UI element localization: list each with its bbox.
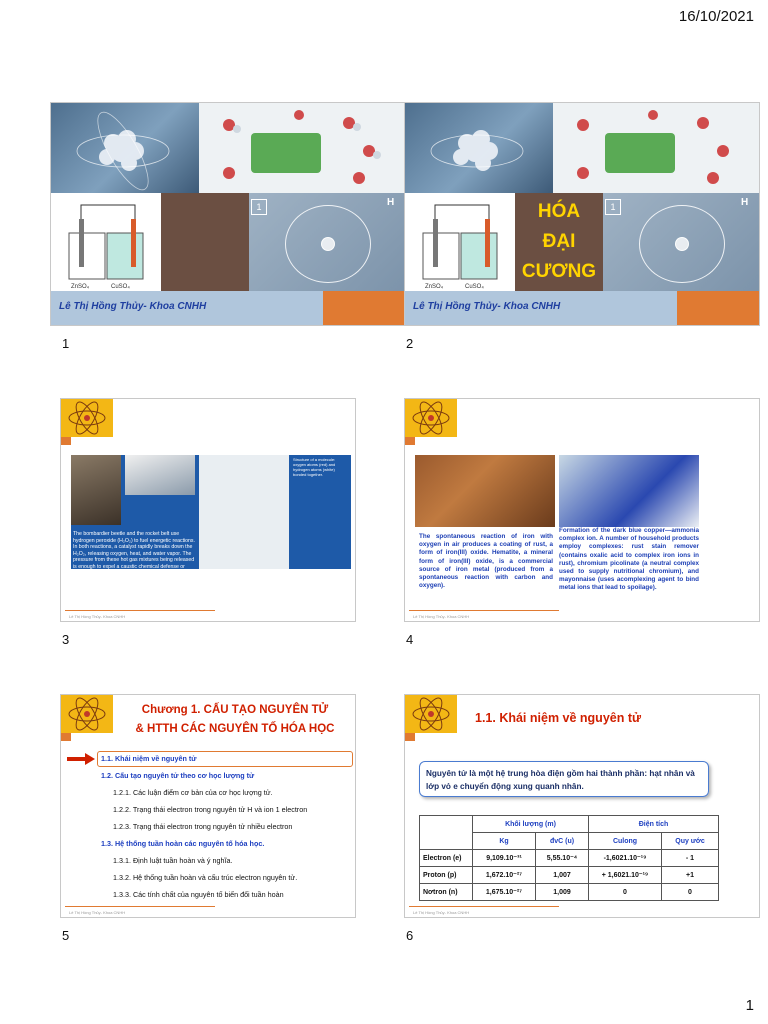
course-title: [515, 193, 603, 291]
orange-marker: [405, 733, 415, 741]
slide-2[interactable]: [404, 102, 760, 326]
cell: + 1,6021.10⁻¹⁹: [589, 867, 662, 884]
image-panel: [71, 455, 351, 577]
title-line-3: CƯƠNG: [521, 261, 597, 282]
cell: 5,55.10⁻⁴: [536, 850, 589, 867]
znso4-label: ZnSO₄: [71, 284, 90, 290]
title-line-1: HÓA: [537, 201, 581, 222]
nucleus: [321, 237, 335, 251]
page-number: 1: [745, 997, 754, 1014]
rust-caption: The spontaneous reaction of iron with oxygen in air produces a coating of rust, a form of iron(III) oxide. Hematite, a mineral form of iron(III) oxide, is a commercial source of iron metal (produced from a spontaneous reaction with carbon and oxygen).: [419, 533, 553, 590]
slide-5[interactable]: [60, 694, 356, 918]
atom-image: [405, 103, 553, 193]
chapter-title-line-1: Chương 1. CẤU TẠO NGUYÊN TỬ: [141, 704, 329, 716]
orange-marker: [61, 733, 71, 741]
table-row: [420, 884, 719, 901]
cell: +1: [662, 867, 719, 884]
toc-item-1-2-3[interactable]: 1.2.3. Trạng thái electron trong nguyên tử nhiều electron: [113, 822, 293, 831]
footer-author: Lê Thị Hồng Thủy- Khoa CNHH: [69, 614, 126, 619]
atom-logo: [61, 399, 113, 437]
cell: -1,6021.10⁻¹⁹: [589, 850, 662, 867]
crystal-lattice-image: [199, 103, 406, 193]
table-row: [420, 867, 719, 884]
toc-item-1-3[interactable]: 1.3. Hệ thống tuần hoàn các nguyên tố hóa học.: [101, 839, 265, 848]
cell: 9,109.10⁻³¹: [473, 850, 536, 867]
definition-box: Nguyên tử là một hệ trung hòa điện gồm hai thành phần: hạt nhân và lớp vỏ e chuyển động xung quanh nhân.: [419, 761, 709, 797]
footer-author: Lê Thị Hồng Thủy- Khoa CNHH: [69, 910, 126, 915]
atom-logo-icon: [61, 399, 113, 437]
col-quyuoc: Quy ước: [662, 833, 719, 850]
title-line-2: ĐẠI: [542, 231, 576, 252]
atomic-number-badge: 1: [251, 199, 267, 215]
slide-number-5: 5: [62, 928, 70, 943]
galvanic-cell-image: [51, 193, 161, 291]
crystal-lattice-image: [553, 103, 760, 193]
cuso4-label: CuSO₄: [111, 284, 130, 290]
col-culong: Culong: [589, 833, 662, 850]
orange-bar: [323, 291, 406, 326]
toc-item-1-2-2[interactable]: 1.2.2. Trạng thái electron trong nguyên tử H và ion 1 electron: [113, 805, 308, 814]
row-label: Nơtron (n): [420, 884, 473, 901]
toc-item-1-3-2[interactable]: 1.3.2. Hệ thống tuần hoàn và cấu trúc electron nguyên tử.: [113, 873, 298, 882]
footer-line: [409, 906, 559, 907]
cell: 0: [589, 884, 662, 901]
atom-logo-icon: [61, 695, 113, 733]
complex-ion-photo: [559, 455, 699, 527]
rocket-belt-photo: [125, 455, 195, 495]
brown-panel: [161, 193, 249, 291]
date: 16/10/2021: [678, 8, 754, 25]
toc-item-1-2[interactable]: 1.2. Cấu tạo nguyên tử theo cơ học lượng tử: [101, 771, 255, 780]
cell: 1,009: [536, 884, 589, 901]
toc-item-1-3-3[interactable]: 1.3.3. Các tính chất của nguyên tố biến đổi tuần hoàn: [113, 890, 284, 899]
slide-number-1: 1: [62, 336, 70, 351]
footer-line: [409, 610, 559, 611]
footer-line: [65, 610, 215, 611]
lattice-icon: [199, 103, 406, 193]
footer-line: [65, 906, 215, 907]
slide-3[interactable]: [60, 398, 356, 622]
section-title: 1.1. Khái niệm về nguyên tử: [475, 711, 642, 725]
particle-table: [419, 815, 719, 901]
row-label: Proton (p): [420, 867, 473, 884]
author-text: Lê Thị Hồng Thủy- Khoa CNHH: [59, 301, 207, 312]
cell: 1,672.10⁻²⁷: [473, 867, 536, 884]
rust-photo: [415, 455, 555, 527]
beetle-photo: [71, 455, 121, 525]
footer-author: Lê Thị Hồng Thủy- Khoa CNHH: [413, 614, 470, 619]
hydrogen-atom-image: [249, 193, 406, 291]
element-symbol: H: [387, 197, 395, 208]
table-corner: [420, 816, 473, 850]
orange-marker: [405, 437, 415, 445]
col-dvc: đvC (u): [536, 833, 589, 850]
author-text: Lê Thị Hồng Thủy- Khoa CNHH: [413, 301, 561, 312]
orange-marker: [61, 437, 71, 445]
beetle-caption: The bombardier beetle and the rocket belt use hydrogen peroxide (H₂O₂) to fuel energetic reactions. In both reactions, a catalyst rapidly breaks down the H₂O₂, releasing oxygen, heat, and water vapor. The pressure from these hot gas mixtures being released is enough to expel a caustic chemical defense or propel a person into the air.: [73, 531, 195, 577]
chapter-title: [117, 701, 353, 739]
toc-item-1-3-1[interactable]: 1.3.1. Định luật tuần hoàn và ý nghĩa.: [113, 856, 233, 865]
slide-4[interactable]: [404, 398, 760, 622]
atom-image: [51, 103, 199, 193]
galvanic-cell-icon: [405, 193, 515, 291]
hydrogen-atom-image: [603, 193, 760, 291]
catalyst-apparatus-photo: [199, 455, 289, 569]
atom-logo-icon: [405, 695, 457, 733]
toc-item-1-1[interactable]: 1.1. Khái niệm về nguyên tử: [101, 754, 197, 763]
element-symbol: H: [741, 197, 749, 208]
col-kg: Kg: [473, 833, 536, 850]
atom-logo: [405, 399, 457, 437]
red-arrow-icon: [67, 753, 97, 765]
complex-caption: Formation of the dark blue copper—ammonia complex ion. A number of household products employ complexes: rust stain remover (contains oxalic acid to complex iron ions in rust), chromium picolinate (a neutral complex used to supply nutritional chromium), and mayonnaise (uses acomplexing agent to bind metal ions that lead to spoilage).: [559, 527, 699, 592]
mass-header: Khối lượng (m): [473, 816, 589, 833]
footer-author: Lê Thị Hồng Thủy- Khoa CNHH: [413, 910, 470, 915]
nucleus: [675, 237, 689, 251]
slide-number-6: 6: [406, 928, 414, 943]
cell: - 1: [662, 850, 719, 867]
orange-bar: [677, 291, 760, 326]
atom-cluster-icon: [51, 103, 199, 193]
slide-number-2: 2: [406, 336, 414, 351]
atomic-number-badge: 1: [605, 199, 621, 215]
atom-cluster-icon: [405, 103, 553, 193]
znso4-label: ZnSO₄: [425, 284, 444, 290]
atom-logo: [61, 695, 113, 733]
charge-header: Điện tích: [589, 816, 719, 833]
cuso4-label: CuSO₄: [465, 284, 484, 290]
atom-logo-icon: [405, 399, 457, 437]
galvanic-cell-icon: [51, 193, 161, 291]
cell: 1,007: [536, 867, 589, 884]
chapter-title-line-2: & HTTH CÁC NGUYÊN TỐ HÓA HỌC: [135, 723, 335, 735]
cell: 0: [662, 884, 719, 901]
slide-number-4: 4: [406, 632, 414, 647]
row-label: Electron (e): [420, 850, 473, 867]
cell: 1,675.10⁻²⁷: [473, 884, 536, 901]
slide-number-3: 3: [62, 632, 70, 647]
atom-logo: [405, 695, 457, 733]
table-row: [420, 850, 719, 867]
molecule-caption: Structure of a molecule: oxygen atoms (red) and hydrogen atoms (white) bonded together.: [293, 457, 336, 477]
slide-6[interactable]: [404, 694, 760, 918]
slide-1[interactable]: [50, 102, 406, 326]
galvanic-cell-image: [405, 193, 515, 291]
toc-item-1-2-1[interactable]: 1.2.1. Các luận điểm cơ bản của cơ học lượng tử.: [113, 788, 273, 797]
lattice-icon: [553, 103, 760, 193]
